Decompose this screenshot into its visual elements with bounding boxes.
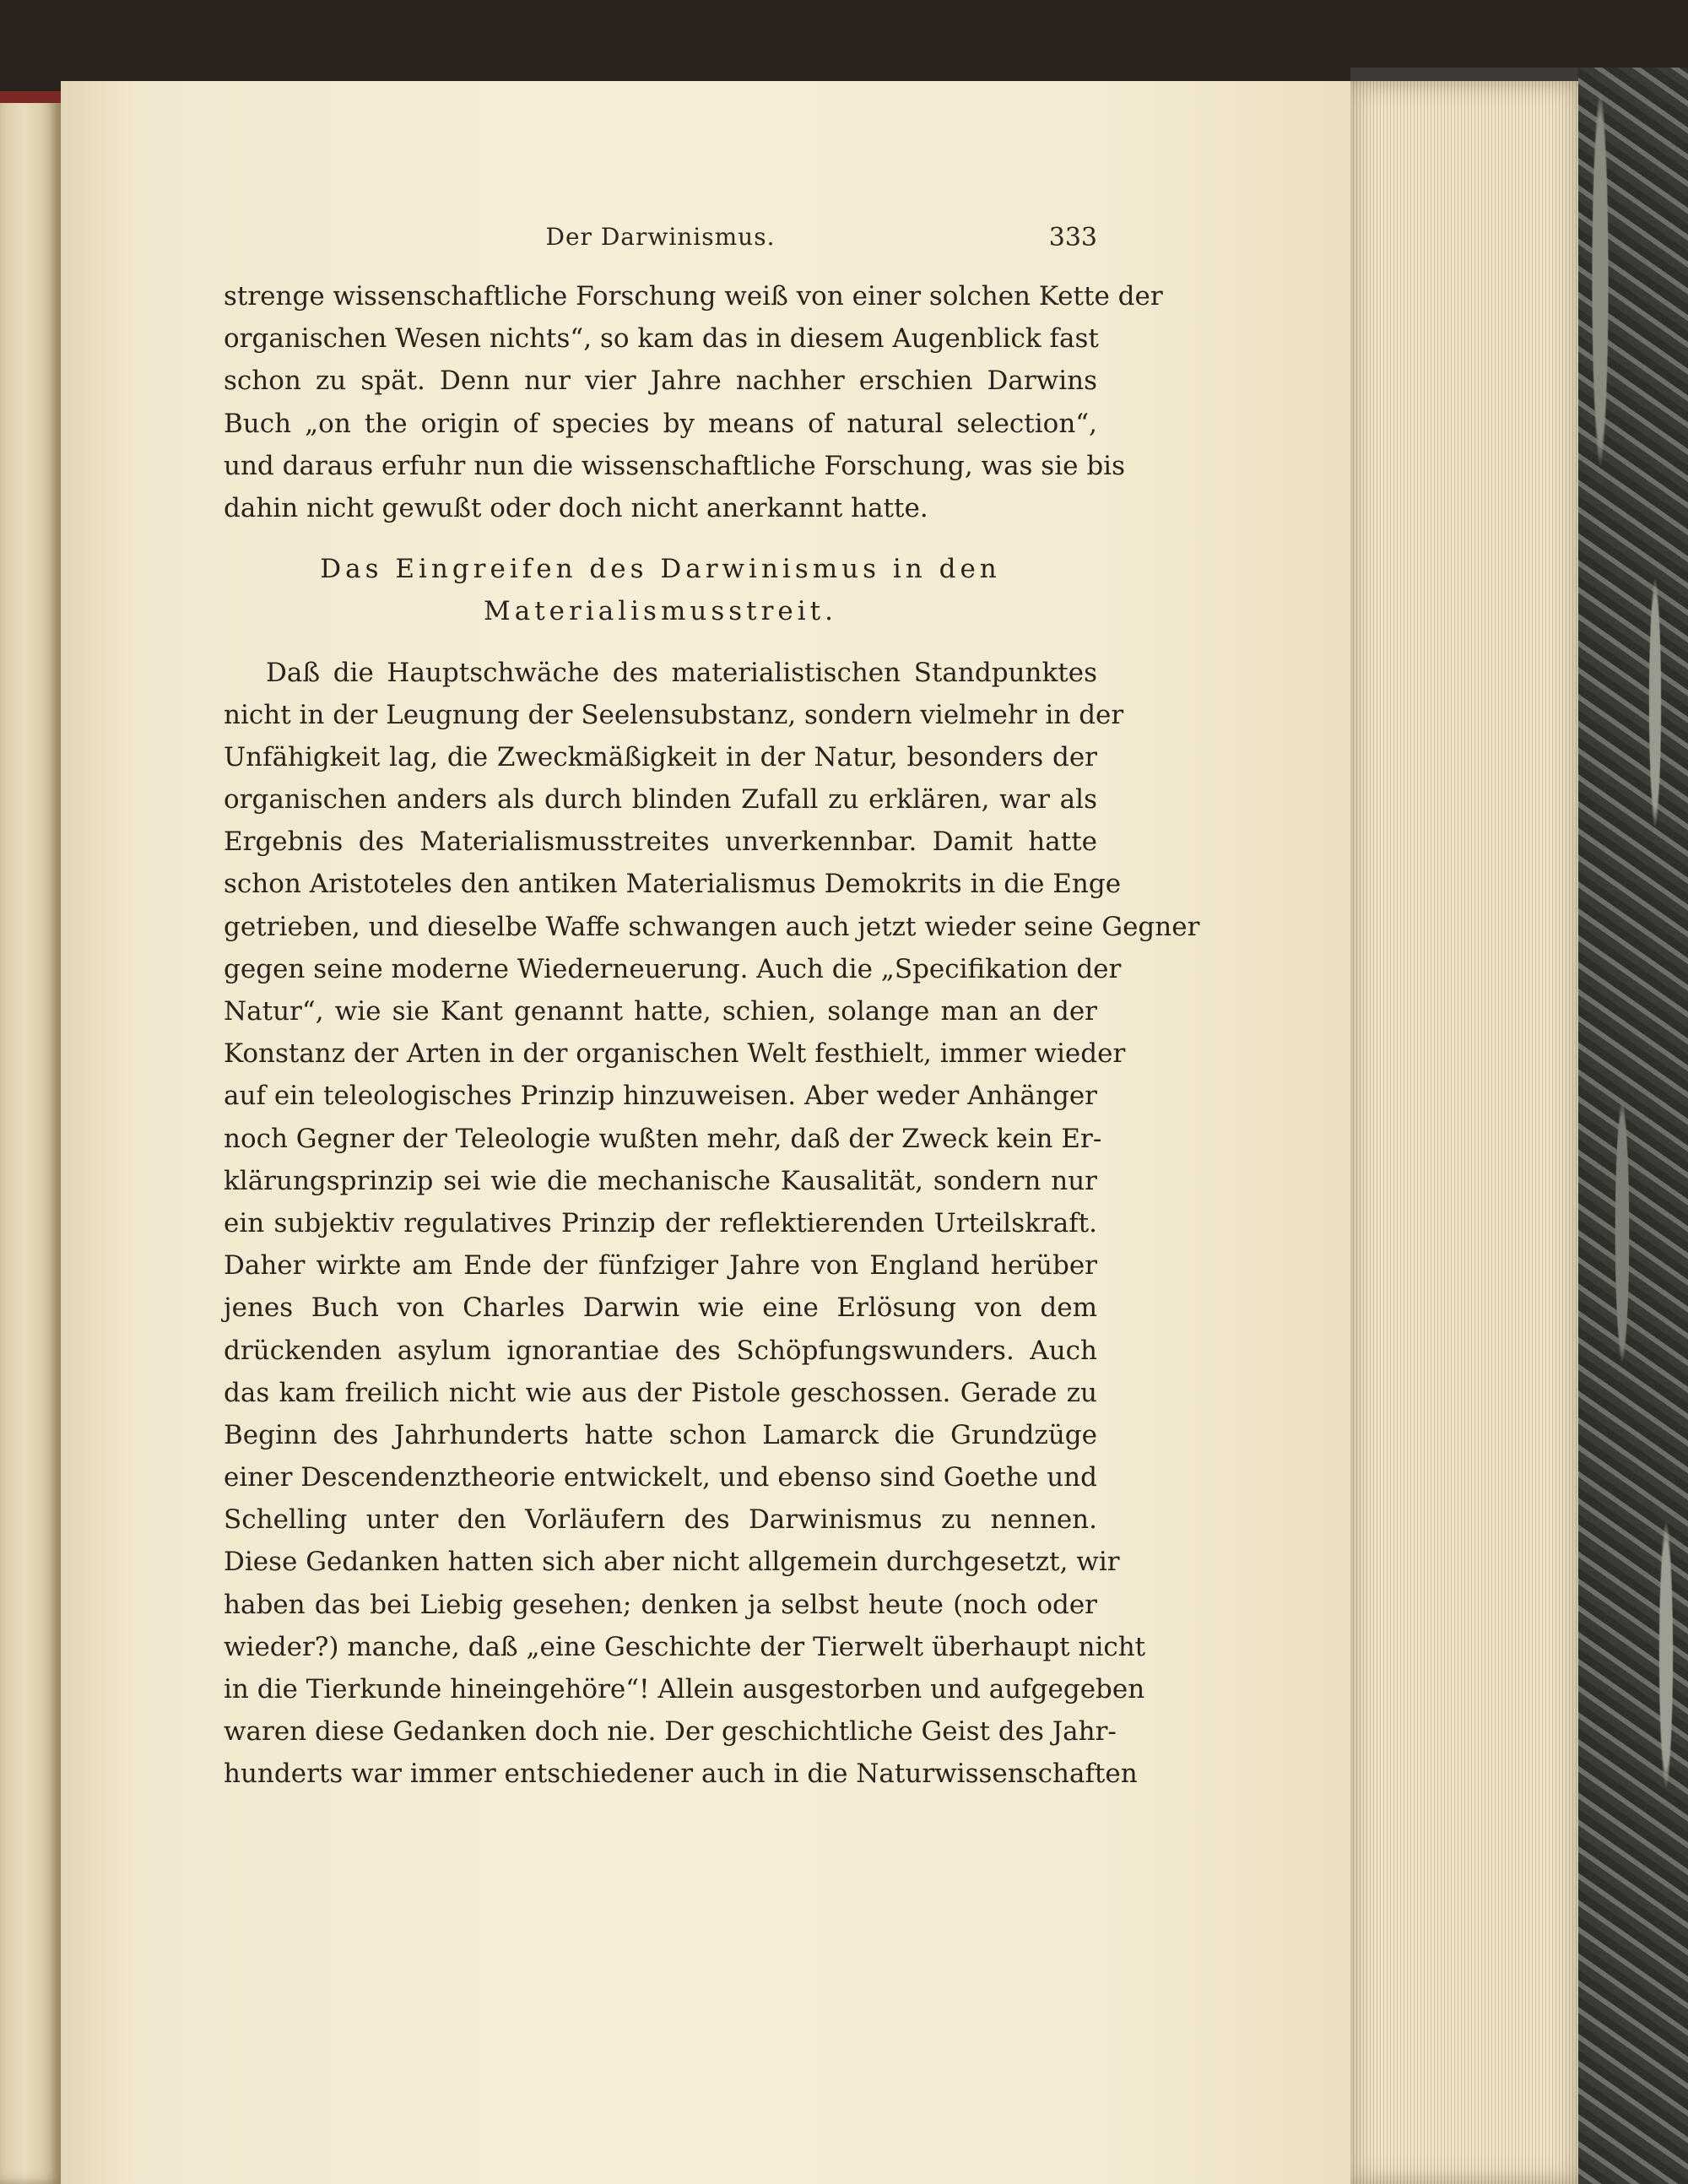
text-line: Buch „on the origin of species by means of natural selection“, xyxy=(224,408,1097,439)
text-line: strenge wissenschaftliche Forschung weiß von einer solchen Kette der xyxy=(224,281,1163,312)
page-edges xyxy=(1350,81,1578,2184)
text-line: das kam freilich nicht wie aus der Pistole geschossen. Gerade zu xyxy=(224,1377,1097,1408)
text-line: dahin nicht gewußt oder doch nicht anerkannt hatte. xyxy=(224,492,928,523)
text-line: jenes Buch von Charles Darwin wie eine Erlösung von dem xyxy=(224,1293,1097,1324)
heading-line: Materialismusstreit. xyxy=(483,596,837,627)
body-text xyxy=(224,275,1200,1796)
text-line: organischen anders als durch blinden Zufall zu erklären, war als xyxy=(224,784,1097,816)
text-line: Natur“, wie sie Kant genannt hatte, schien, solange man an der xyxy=(224,996,1097,1027)
text-line: Diese Gedanken hatten sich aber nicht allgemein durchgesetzt, wir xyxy=(224,1547,1120,1578)
text-line: Ergebnis des Materialismusstreites unverkennbar. Damit hatte xyxy=(224,826,1097,858)
text-line: ein subjektiv regulatives Prinzip der reflektierenden Urteilskraft. xyxy=(224,1207,1097,1238)
text-line: hunderts war immer entschiedener auch in die Naturwissenschaften xyxy=(224,1759,1138,1790)
text-line: waren diese Gedanken doch nie. Der geschichtliche Geist des Jahr- xyxy=(224,1716,1117,1748)
text-line: Unfähigkeit lag, die Zweckmäßigkeit in der Natur, besonders der xyxy=(224,741,1097,772)
text-line: Daß die Hauptschwäche des materialistischen Standpunktes xyxy=(266,657,1097,688)
text-line: Schelling unter den Vorläufern des Darwinismus zu nennen. xyxy=(224,1504,1097,1536)
running-title: Der Darwinismus. xyxy=(545,223,776,251)
text-line: organischen Wesen nichts“, so kam das in diesem Augenblick fast xyxy=(224,323,1099,355)
text-line: getrieben, und dieselbe Waffe schwangen auch jetzt wieder seine Gegner xyxy=(224,911,1200,942)
page-header xyxy=(224,223,1097,257)
text-line: schon Aristoteles den antiken Materialismus Demokrits in die Enge xyxy=(224,869,1122,900)
text-line: noch Gegner der Teleologie wußten mehr, daß der Zweck kein Er- xyxy=(224,1123,1102,1154)
previous-page-edge xyxy=(0,91,61,2184)
text-line: klärungsprinzip sei wie die mechanische Kausalität, sondern nur xyxy=(224,1165,1097,1196)
text-line: einer Descendenztheorie entwickelt, und ebenso sind Goethe und xyxy=(224,1462,1097,1493)
text-line: nicht in der Leugnung der Seelensubstanz, sondern vielmehr in der xyxy=(224,699,1124,730)
heading-line: Das Eingreifen des Darwinismus in den xyxy=(320,554,1001,585)
binding-edge xyxy=(0,91,61,103)
section-heading xyxy=(224,548,1097,632)
marbled-cover xyxy=(1578,68,1688,2184)
text-line: in die Tierkunde hineingehöre“! Allein ausgestorben und aufgegeben xyxy=(224,1674,1145,1704)
paragraph xyxy=(224,652,1200,1796)
text-line: Beginn des Jahrhunderts hatte schon Lamarck die Grundzüge xyxy=(224,1419,1097,1450)
page-number: 333 xyxy=(1048,223,1097,252)
text-line: Konstanz der Arten in der organischen Welt festhielt, immer wieder xyxy=(224,1038,1126,1070)
text-line: und daraus erfuhr nun die wissenschaftliche Forschung, was sie bis xyxy=(224,450,1126,481)
text-line: wieder?) manche, daß „eine Geschichte der Tierwelt überhaupt nicht xyxy=(224,1631,1146,1662)
text-line: schon zu spät. Denn nur vier Jahre nachher erschien Darwins xyxy=(224,366,1097,397)
text-line: drückenden asylum ignorantiae des Schöpfungswunders. Auch xyxy=(224,1335,1097,1366)
text-line: Daher wirkte am Ende der fünfziger Jahre von England herüber xyxy=(224,1250,1097,1282)
text-line: gegen seine moderne Wiederneuerung. Auch die „Specifikation der xyxy=(224,953,1122,984)
text-line: auf ein teleologisches Prinzip hinzuweisen. Aber weder Anhänger xyxy=(224,1081,1097,1112)
text-line: haben das bei Liebig gesehen; denken ja selbst heute (noch oder xyxy=(224,1589,1097,1620)
paragraph xyxy=(224,275,1163,529)
